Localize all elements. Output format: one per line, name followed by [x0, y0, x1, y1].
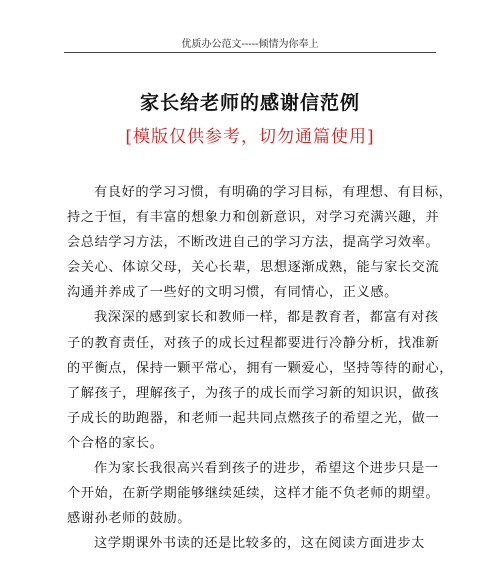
page-header: 优质办公范文-----倾情为你奉上 [181, 39, 319, 50]
body-text-line: 这学期课外书读的还是比较多的，这在阅读方面进步太 [94, 536, 425, 552]
body-text-line: 沟通并养成了一些好的文明习惯，有同情心，正义感。 [67, 285, 398, 301]
body-text-line: 作为家长我很高兴看到孩子的进步，希望这个进步只是一 [94, 461, 439, 477]
body-text-line: 感谢孙老师的鼓励。 [67, 511, 192, 527]
body-text-line: 我深深的感到家长和教师一样，都是教育者，都富有对孩 [94, 310, 439, 326]
body-text-line: 子成长的助跑器，和老师一起共同点燃孩子的希望之光，做一 [67, 410, 440, 426]
body-text-line: 个开始，在新学期能够继续延续，这样才能不负老师的期望。 [67, 486, 440, 502]
document-body [67, 180, 454, 556]
body-text-line: 有良好的学习习惯，有明确的学习目标，有理想、有目标， [94, 185, 453, 200]
body-text-line: 会关心、体谅父母，关心长辈，思想逐渐成熟，能与家长交流 [67, 260, 440, 276]
body-text-line: 个合格的家长。 [67, 435, 164, 451]
body-text-line: 了解孩子，理解孩子，为孩子的成长而学习新的知识识，做孩 [67, 385, 440, 401]
body-text-line: 持之于恒，有丰富的想象力和创新意识，对学习充满兴趣，并 [67, 210, 440, 226]
body-text-line: 会总结学习方法，不断改进自己的学习方法，提高学习效率。 [67, 235, 440, 251]
body-text-line: 子的教育责任，对孩子的成长过程都要进行冷静分析，找准新 [67, 335, 440, 351]
document-title: 家长给老师的感谢信范例 [139, 92, 360, 114]
header-divider [64, 52, 436, 53]
body-text-line: 的平衡点，保持一颗平常心，拥有一颗爱心，坚持等待的耐心， [67, 360, 454, 376]
document-subtitle: [模版仅供参考，切勿通篇使用] [125, 127, 375, 147]
